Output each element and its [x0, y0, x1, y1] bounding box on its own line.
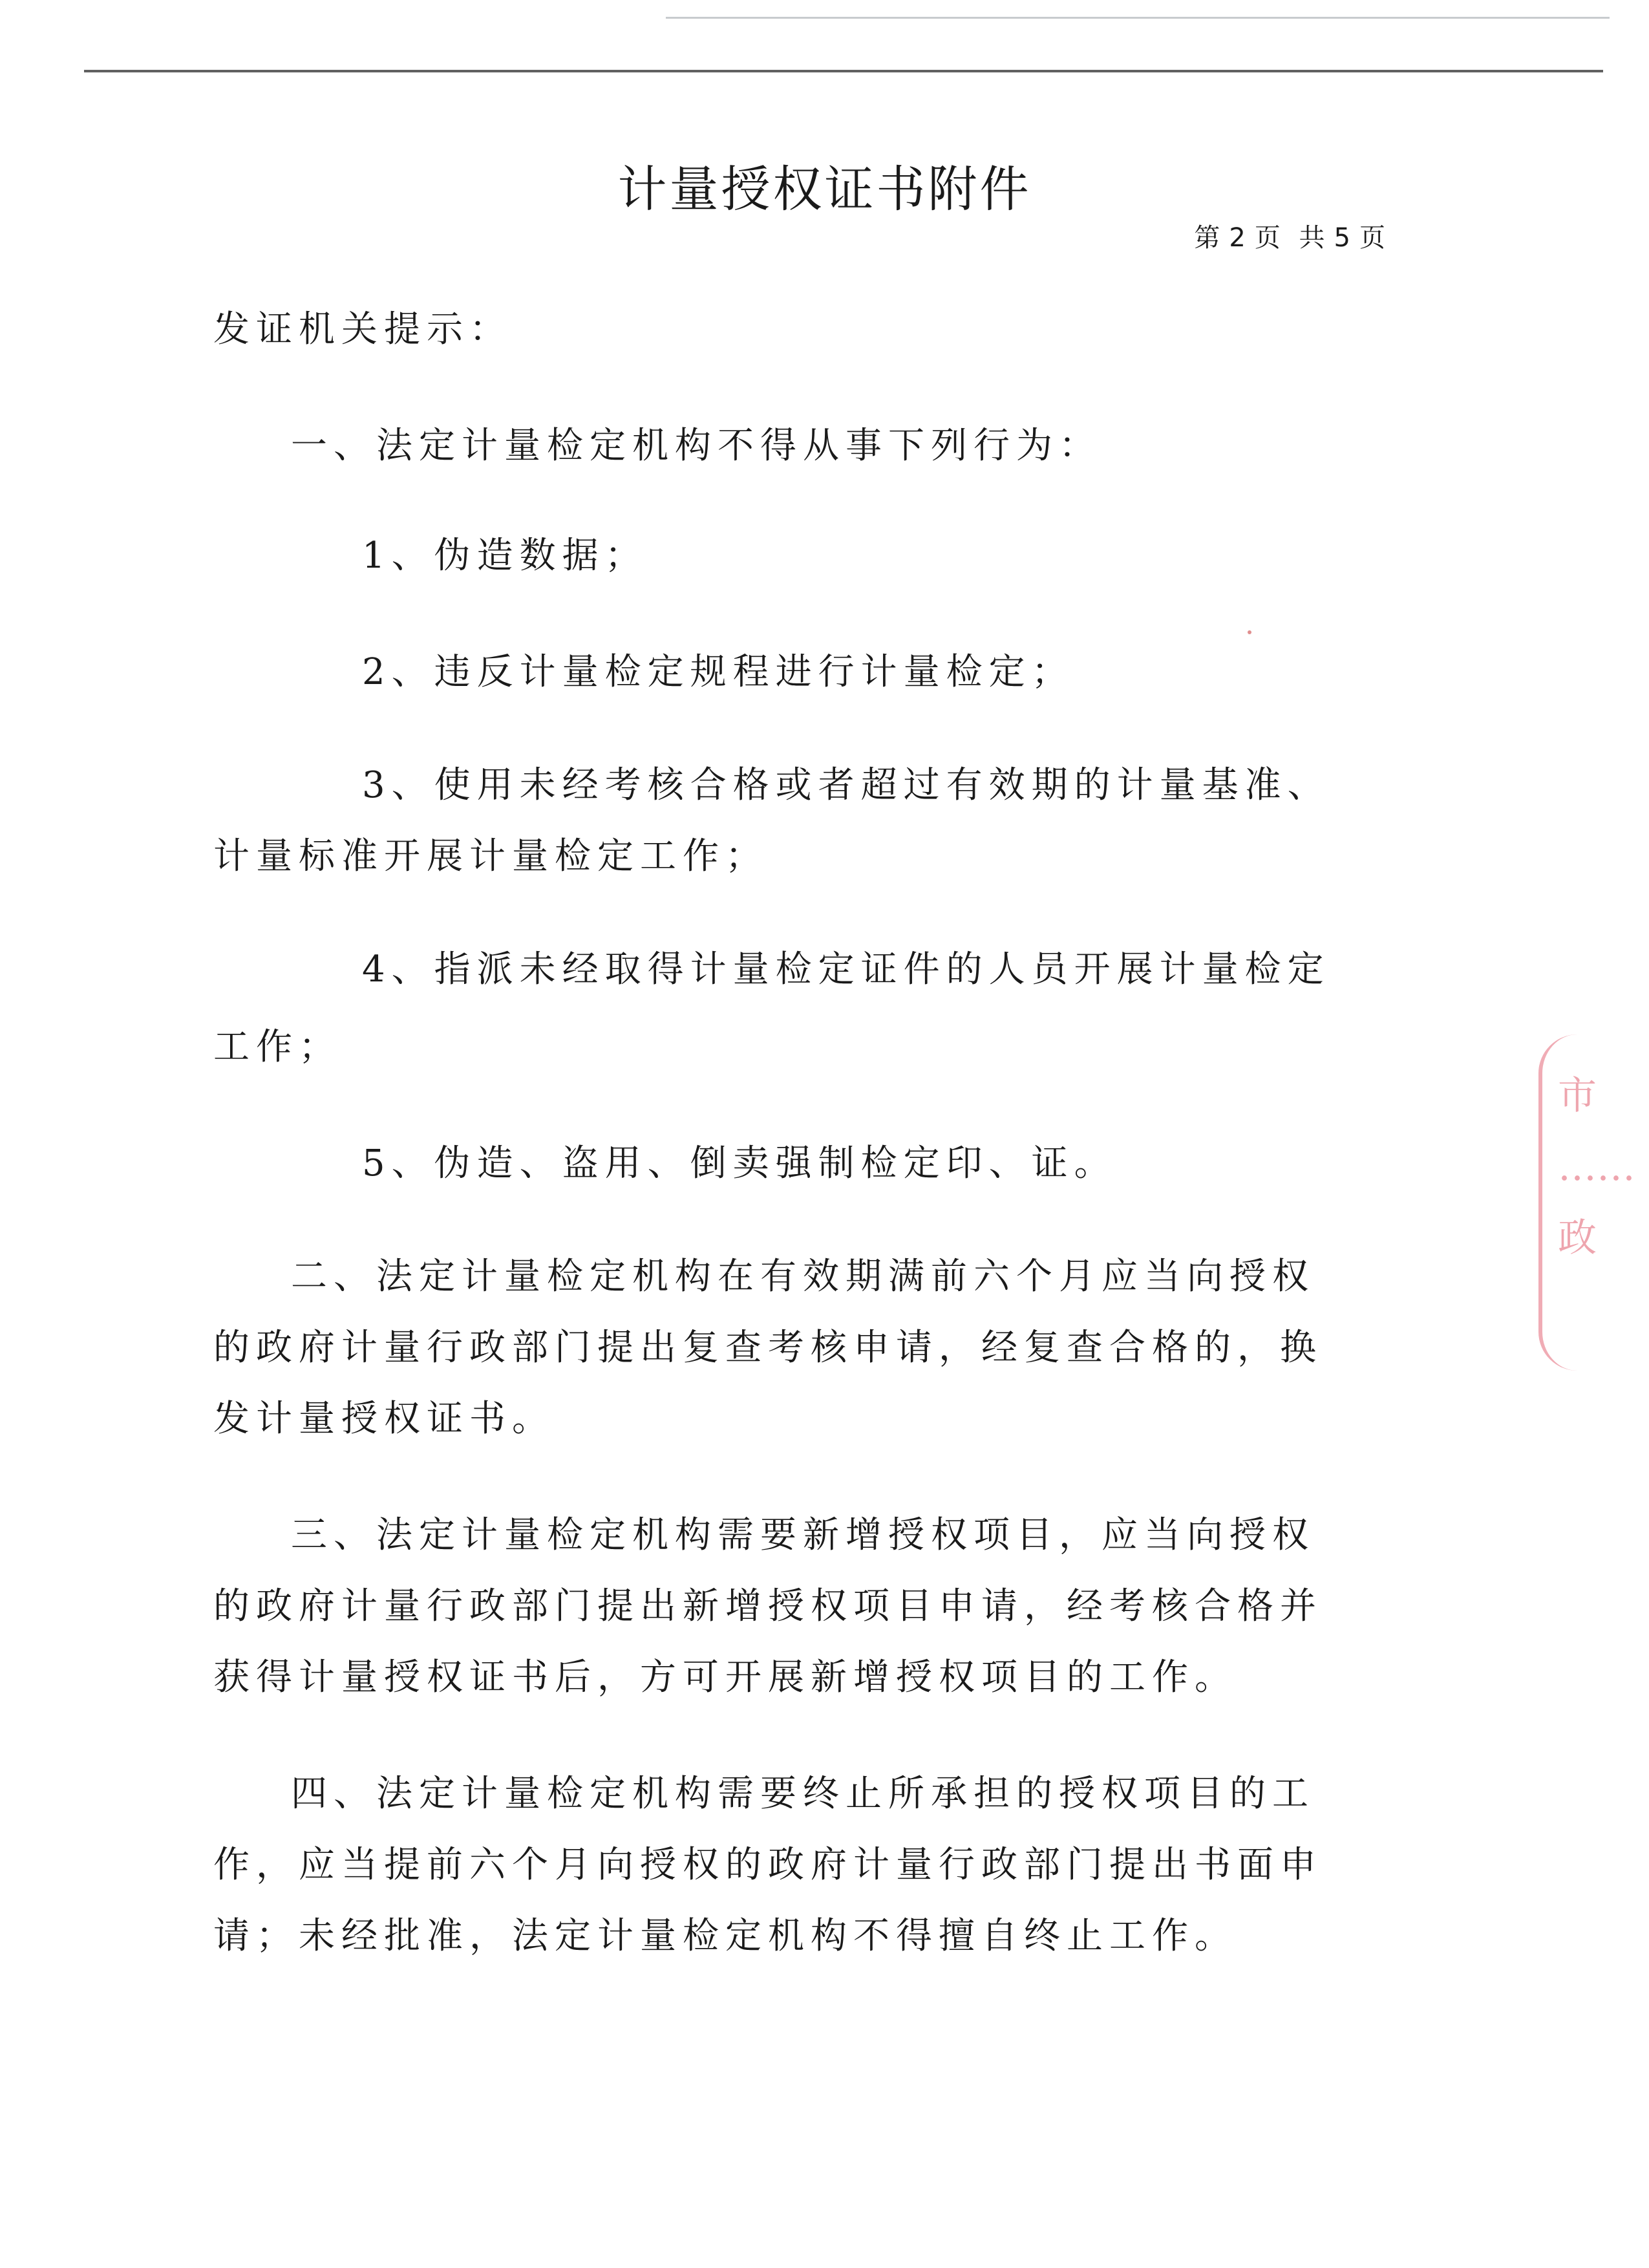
page-mid: 页 — [1254, 223, 1282, 253]
official-seal-text: 市 …… 政 — [1558, 1073, 1635, 1261]
item-3: 3、使用未经考核合格或者超过有效期的计量基准、计量标准开展计量检定工作； — [213, 764, 1330, 877]
item-1: 1、伪造数据； — [362, 535, 648, 577]
page-suffix: 页 — [1359, 223, 1387, 253]
page-number — [1190, 217, 1390, 254]
section-1-intro: 一、法定计量检定机构不得从事下列行为： — [291, 425, 1101, 467]
document-body — [213, 284, 1351, 2017]
section-2: 二、法定计量检定机构在有效期满前六个月应当向授权的政府计量行政部门提出复查考核申请，经复查合格的，换发计量授权证书。 — [213, 1256, 1323, 1440]
scan-edge-line — [84, 70, 1603, 72]
item-5: 5、伪造、盗用、倒卖强制检定印、证。 — [362, 1142, 1117, 1184]
item-4: 4、指派未经取得计量检定证件的人员开展计量检定工作； — [213, 948, 1330, 1068]
section-4: 四、法定计量检定机构需要终止所承担的授权项目的工作，应当提前六个月向授权的政府计量行政部门提出书面申请；未经批准，法定计量检定机构不得擅自终止工作。 — [213, 1773, 1323, 1957]
section-3: 三、法定计量检定机构需要新增授权项目，应当向授权的政府计量行政部门提出新增授权项目申请，经考核合格并获得计量授权证书后，方可开展新增授权项目的工作。 — [213, 1514, 1323, 1698]
page-total: 5 — [1334, 223, 1352, 253]
scan-speck — [1248, 630, 1251, 634]
scan-edge-line-top — [666, 17, 1610, 19]
page-prefix: 第 — [1194, 223, 1222, 253]
page-current: 2 — [1229, 223, 1247, 253]
document-title: 计量授权证书附件 — [617, 160, 1032, 218]
notice-heading: 发证机关提示： — [213, 308, 512, 350]
item-2: 2、违反计量检定规程进行计量检定； — [362, 651, 1074, 693]
page-total-label: 共 — [1299, 223, 1326, 253]
